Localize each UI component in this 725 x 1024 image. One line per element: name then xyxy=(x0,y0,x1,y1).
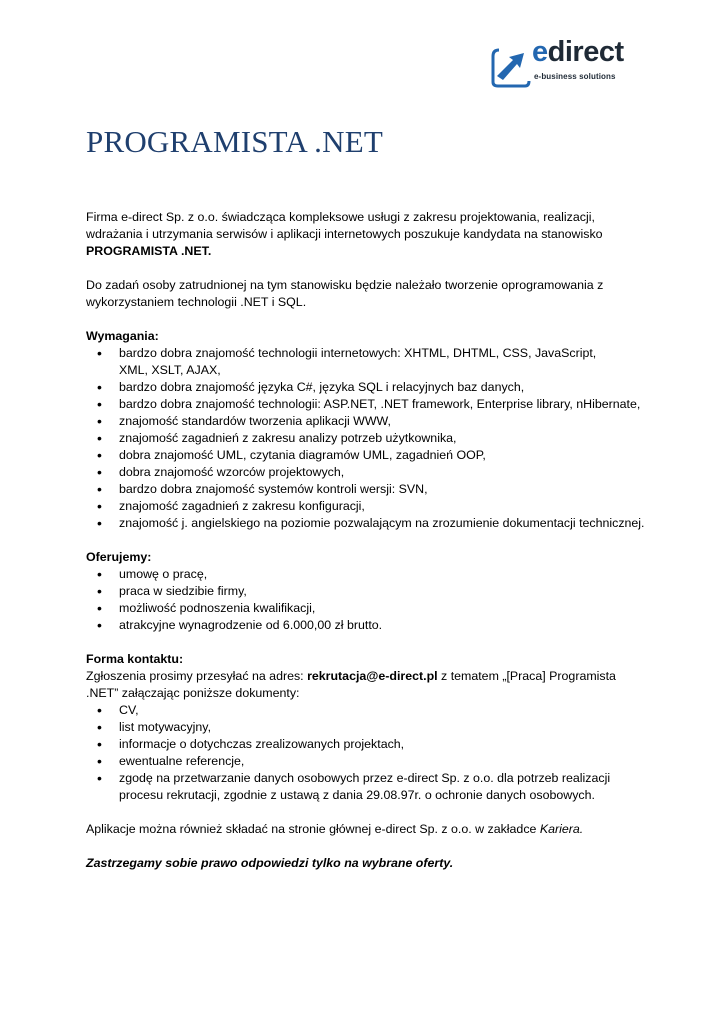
document-body xyxy=(86,209,646,872)
documents-list xyxy=(86,702,646,804)
contact-heading: Forma kontaktu: xyxy=(86,652,184,666)
list-item: • bardzo dobra znajomość technologii internetowych: XHTML, DHTML, CSS, JavaScript, XML, XSLT, AJAX, xyxy=(86,345,646,379)
logo-tagline: e-business solutions xyxy=(534,72,616,81)
list-item: • atrakcyjne wynagrodzenie od 6.000,00 zł brutto. xyxy=(86,617,646,634)
offer-heading: Oferujemy: xyxy=(86,550,152,564)
list-item: • list motywacyjny, xyxy=(86,719,646,736)
company-logo xyxy=(491,36,641,88)
logo-wordmark: edirect xyxy=(532,36,624,68)
contact-email: rekrutacja@e-direct.pl xyxy=(307,669,438,683)
list-item: • możliwość podnoszenia kwalifikacji, xyxy=(86,600,646,617)
offer-list xyxy=(86,566,646,634)
apply-paragraph: Aplikacje można również składać na stronie głównej e-direct Sp. z o.o. w zakładce Kariera. xyxy=(86,822,584,836)
page-title: PROGRAMISTA .NET xyxy=(86,124,383,159)
list-item: • dobra znajomość UML, czytania diagramów UML, zagadnień OOP, xyxy=(86,447,646,464)
list-item: • znajomość standardów tworzenia aplikacji WWW, xyxy=(86,413,646,430)
intro-paragraph: Firma e-direct Sp. z o.o. świadcząca kompleksowe usługi z zakresu projektowania, realizacji, wdrażania i utrzymania serwisów i aplikacji internetowych poszukuje kandydata na stanowisko PROGRAMISTA .NET. xyxy=(86,210,603,258)
list-item: • zgodę na przetwarzanie danych osobowych przez e-direct Sp. z o.o. dla potrzeb realizacji procesu rekrutacji, zgodnie z ustawą z dania 29.08.97r. o ochronie danych osobowych. xyxy=(86,770,646,804)
list-item: • CV, xyxy=(86,702,646,719)
list-item: • znajomość zagadnień z zakresu analizy potrzeb użytkownika, xyxy=(86,430,646,447)
list-item: • ewentualne referencje, xyxy=(86,753,646,770)
duties-paragraph: Do zadań osoby zatrudnionej na tym stanowisku będzie należało tworzenie oprogramowania z wykorzystaniem technologii .NET i SQL. xyxy=(86,278,604,309)
list-item: • znajomość j. angielskiego na poziomie pozwalającym na zrozumienie dokumentacji technicznej. xyxy=(86,515,646,532)
list-item: • praca w siedzibie firmy, xyxy=(86,583,646,600)
contact-paragraph: Zgłoszenia prosimy przesyłać na adres: rekrutacja@e-direct.pl z tematem „[Praca] Programista .NET” załączając poniższe dokumenty: xyxy=(86,669,616,700)
list-item: • umowę o pracę, xyxy=(86,566,646,583)
list-item: • informacje o dotychczas zrealizowanych projektach, xyxy=(86,736,646,753)
list-item: • znajomość zagadnień z zakresu konfiguracji, xyxy=(86,498,646,515)
list-item: • bardzo dobra znajomość systemów kontroli wersji: SVN, xyxy=(86,481,646,498)
career-tab-name: Kariera. xyxy=(539,822,584,836)
list-item: • bardzo dobra znajomość języka C#, języka SQL i relacyjnych baz danych, xyxy=(86,379,646,396)
list-item: • dobra znajomość wzorców projektowych, xyxy=(86,464,646,481)
list-item: • bardzo dobra znajomość technologii: ASP.NET, .NET framework, Enterprise library, nHibernate, xyxy=(86,396,646,413)
position-name: PROGRAMISTA .NET. xyxy=(86,244,212,258)
requirements-list xyxy=(86,345,646,532)
logo-arrow-icon xyxy=(491,44,531,88)
disclaimer: Zastrzegamy sobie prawo odpowiedzi tylko na wybrane oferty. xyxy=(86,856,454,870)
requirements-heading: Wymagania: xyxy=(86,329,159,343)
